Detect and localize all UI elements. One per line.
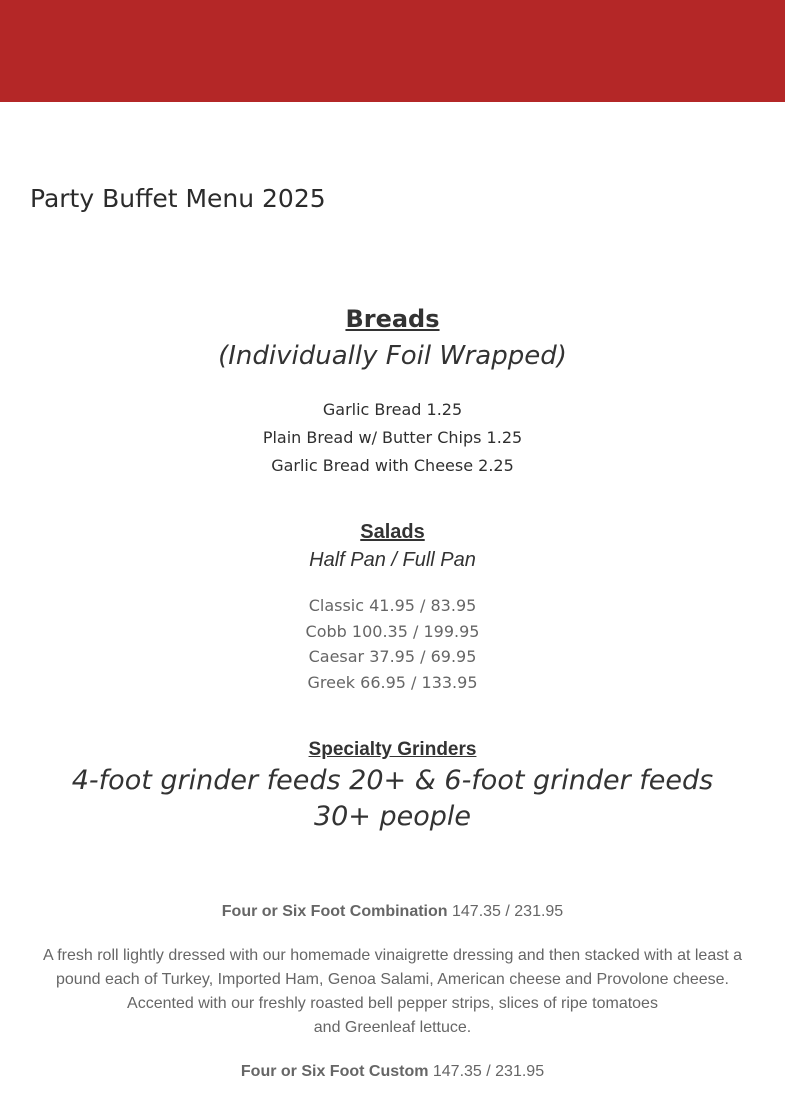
- list-item: Caesar 37.95 / 69.95: [308, 647, 477, 667]
- salads-subheading: Half Pan / Full Pan: [309, 549, 476, 571]
- breads-subheading: (Individually Foil Wrapped): [218, 341, 567, 371]
- grinders-heading: Specialty Grinders: [308, 739, 477, 760]
- header-band: [0, 0, 785, 102]
- list-item: Garlic Bread 1.25: [322, 400, 463, 419]
- description-line: Accented with our freshly roasted bell pepper strips, slices of ripe tomatoes: [127, 995, 658, 1012]
- list-item: Plain Bread w/ Butter Chips 1.25: [262, 428, 523, 447]
- item-name: Four or Six Foot Combination: [221, 903, 448, 920]
- description-line: pound each of Turkey, Imported Ham, Genoa Salami, American cheese and Provolone cheese.: [56, 971, 729, 988]
- grinders-subheading: 4-foot grinder feeds 20+ & 6-foot grinder feeds 30+ people: [71, 765, 714, 832]
- list-item: Garlic Bread with Cheese 2.25: [271, 456, 514, 475]
- description-line: and Greenleaf lettuce.: [313, 1019, 472, 1036]
- salads-list: [0, 593, 785, 695]
- list-item: Classic 41.95 / 83.95: [308, 596, 477, 615]
- list-item: Greek 66.95 / 133.95: [307, 672, 478, 692]
- grinder-item-custom: [0, 1060, 785, 1084]
- salads-heading: Salads: [360, 521, 425, 543]
- description-line: A fresh roll lightly dressed with our homemade vinaigrette dressing and then stacked with at least a: [42, 947, 743, 964]
- list-item: Cobb 100.35 / 199.95: [305, 621, 480, 641]
- grinder-item-combination: [0, 900, 785, 924]
- breads-list: [0, 396, 785, 480]
- page-title: Party Buffet Menu 2025: [30, 184, 326, 213]
- item-name: Four or Six Foot Custom: [240, 1063, 429, 1080]
- item-price: 147.35 / 231.95: [447, 903, 564, 920]
- grinder-item-description: [30, 944, 755, 1040]
- item-price: 147.35 / 231.95: [428, 1063, 545, 1080]
- breads-heading: Breads: [345, 305, 440, 333]
